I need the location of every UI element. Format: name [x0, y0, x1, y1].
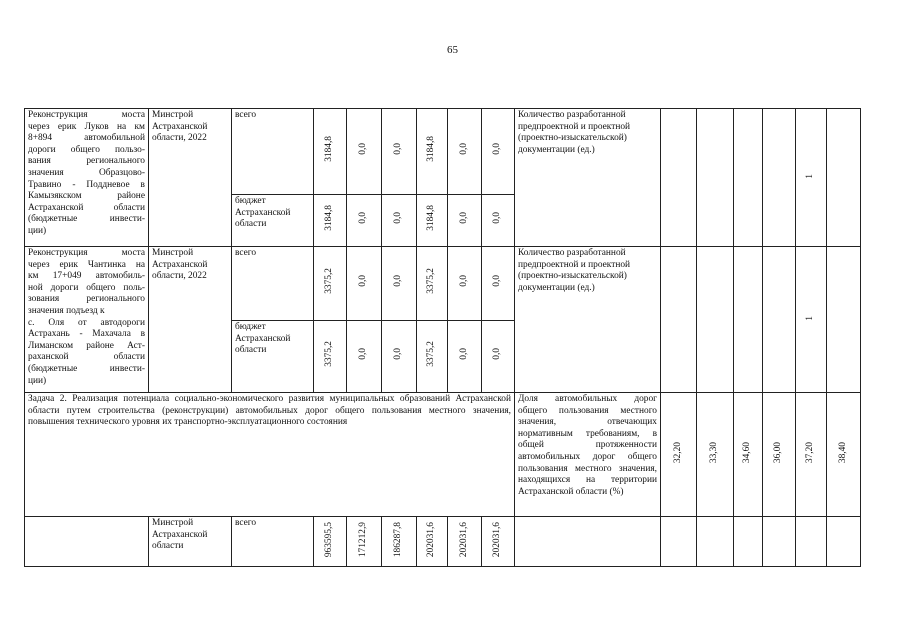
funding-source: бюджет Астраханской области: [232, 195, 314, 247]
funding-source: всего: [232, 109, 314, 195]
target-cell: 34,60: [734, 393, 763, 517]
program-table: [24, 108, 861, 567]
table-row: [25, 247, 861, 321]
value-cell: 0,0: [347, 195, 382, 247]
target-cell: [661, 109, 697, 247]
target-cell: [661, 247, 697, 393]
value-cell: 0,0: [347, 109, 382, 195]
value-cell: 0,0: [448, 195, 482, 247]
funding-source: всего: [232, 247, 314, 321]
target-cell: [734, 109, 763, 247]
funding-source: бюджет Астраханской области: [232, 321, 314, 393]
target-cell: [763, 109, 796, 247]
target-cell: 38,40: [827, 393, 861, 517]
table-row: [25, 109, 861, 195]
executor: Минстрой Астраханской области: [149, 517, 232, 567]
event-name: Реконструкция моста через ерик Луков на км 8+894 автомобильной дороги общего пользо- вания регионального значения Образцово- Травино - Поддневое в Камызякском районе Астраханской области (бюджетные инвести- ции): [25, 109, 149, 247]
table-row: [25, 517, 861, 567]
value-cell: 3184,8: [314, 109, 347, 195]
value-cell: 3375,2: [314, 321, 347, 393]
value-cell: 3375,2: [417, 321, 448, 393]
empty-cell: [661, 517, 697, 567]
target-cell: [734, 247, 763, 393]
value-cell: 0,0: [482, 195, 515, 247]
table-row: [25, 393, 861, 517]
value-cell: 171212,9: [347, 517, 382, 567]
value-cell: 202031,6: [448, 517, 482, 567]
value-cell: 0,0: [347, 247, 382, 321]
target-cell: 33,30: [697, 393, 734, 517]
page-number: 65: [447, 44, 458, 56]
empty-cell: [697, 517, 734, 567]
value-cell: 3184,8: [417, 195, 448, 247]
target-cell: [827, 109, 861, 247]
executor: Минстрой Астраханской области, 2022: [149, 247, 232, 393]
value-cell: 3375,2: [314, 247, 347, 321]
value-cell: 0,0: [347, 321, 382, 393]
empty-cell: [796, 517, 827, 567]
target-cell: 1: [796, 109, 827, 247]
target-cell: [827, 247, 861, 393]
empty-cell: [515, 517, 661, 567]
task-description: Задача 2. Реализация потенциала социально-экономического развития муниципальных образований Астраханской области путем строительства (реконструкции) автомобильных дорог общего пользования местного значения, повышения технического уровня их транспортно-эксплуатационного состояния: [25, 393, 515, 517]
target-cell: 36,00: [763, 393, 796, 517]
value-cell: 0,0: [448, 109, 482, 195]
value-cell: 0,0: [448, 321, 482, 393]
value-cell: 0,0: [382, 247, 417, 321]
indicator-name: Количество разработанной предпроектной и проектной (проектно-изыскательской) документации (ед.): [515, 109, 661, 247]
empty-cell: [25, 517, 149, 567]
value-cell: 202031,6: [482, 517, 515, 567]
target-cell: 32,20: [661, 393, 697, 517]
value-cell: 202031,6: [417, 517, 448, 567]
value-cell: 0,0: [382, 321, 417, 393]
funding-source: всего: [232, 517, 314, 567]
target-cell: [763, 247, 796, 393]
value-cell: 3375,2: [417, 247, 448, 321]
value-cell: 0,0: [382, 195, 417, 247]
empty-cell: [763, 517, 796, 567]
empty-cell: [827, 517, 861, 567]
value-cell: 0,0: [482, 247, 515, 321]
target-cell: [697, 247, 734, 393]
executor: Минстрой Астраханской области, 2022: [149, 109, 232, 247]
indicator-name: Доля автомобильных дорог общего пользования местного значения, отвечающих нормативным требованиям, в общей протяженности автомобильных дорог общего пользования местного значения, находящихся на территории Астраханской области (%): [515, 393, 661, 517]
target-cell: [697, 109, 734, 247]
value-cell: 0,0: [448, 247, 482, 321]
target-cell: 1: [796, 247, 827, 393]
value-cell: 0,0: [482, 109, 515, 195]
value-cell: 186287,8: [382, 517, 417, 567]
empty-cell: [734, 517, 763, 567]
target-cell: 37,20: [796, 393, 827, 517]
value-cell: 3184,8: [417, 109, 448, 195]
event-name: Реконструкция моста через ерик Чантинка на км 17+049 автомобиль- ной дороги общего поль- зования регионального значения подъезд к с. Оля от автодороги Астрахань - Махачала в Лиманском районе Аст- раханской области (бюджетные инвести- ции): [25, 247, 149, 393]
value-cell: 963595,5: [314, 517, 347, 567]
indicator-name: Количество разработанной предпроектной и проектной (проектно-изыскательской) документации (ед.): [515, 247, 661, 393]
value-cell: 0,0: [382, 109, 417, 195]
value-cell: 3184,8: [314, 195, 347, 247]
value-cell: 0,0: [482, 321, 515, 393]
